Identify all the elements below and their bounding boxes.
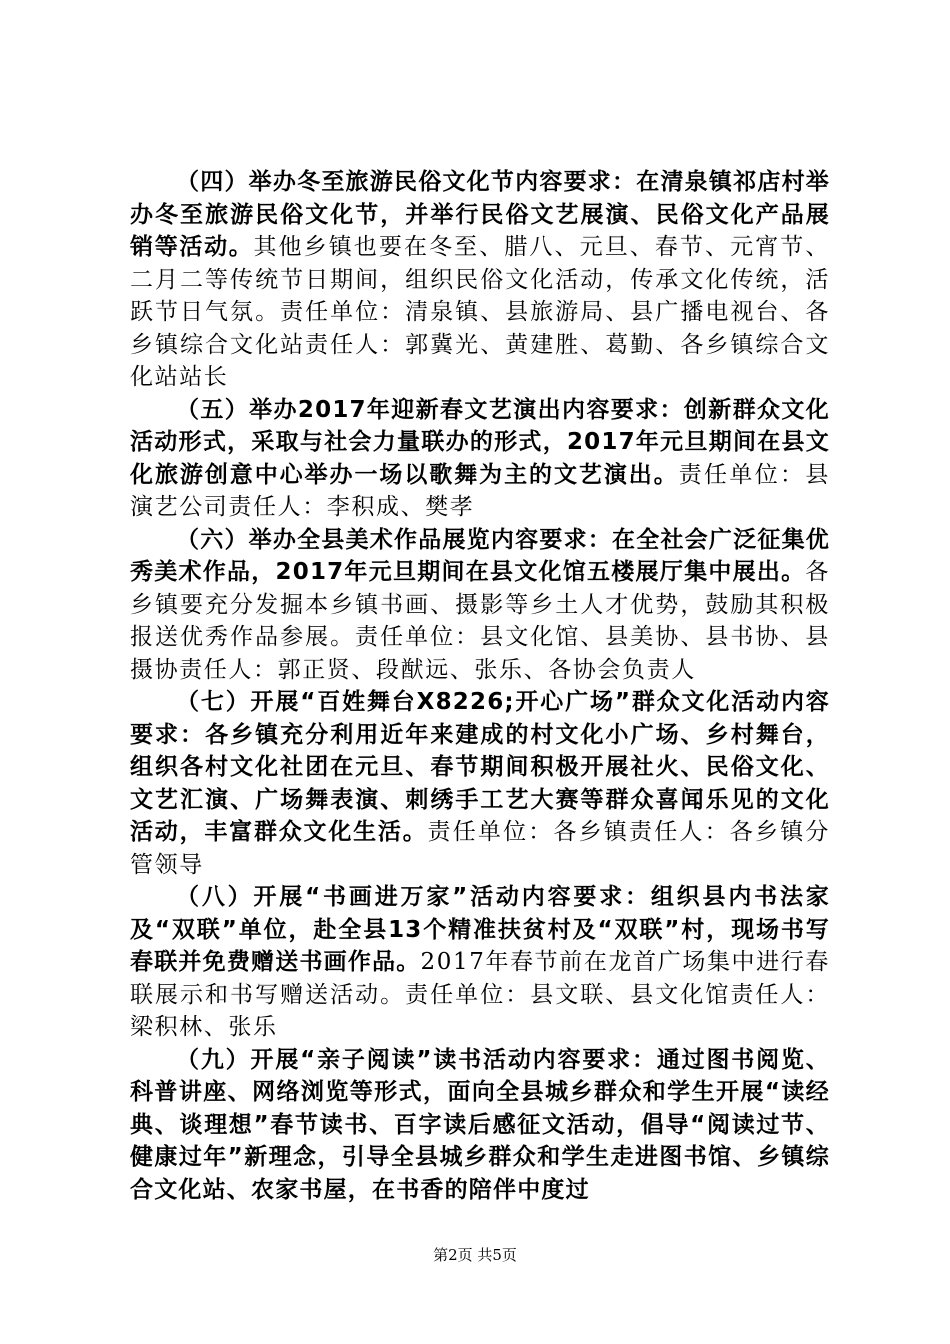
paragraph-7 [130, 686, 830, 881]
paragraph-4-body: 其他乡镇也要在冬至、腊八、元旦、春节、元宵节、二月二等传统节日期间，组织民俗文化活动，传承文化传统，活跃节日气氛。责任单位：清泉镇、县旅游局、县广播电视台、各乡镇综合文化站责任人：郭冀光、黄建胜、葛勤、各乡镇综合文化站站长 [130, 234, 830, 390]
page-number-footer: 第2页 共5页 [433, 1246, 517, 1264]
paragraph-8-heading: （八）开展“书画进万家”活动内容要求：组织县内书法家及“双联”单位，赴全县13个精准扶贫村及“双联”村，现场书写春联并免费赠送书画作品。 [130, 884, 830, 975]
paragraph-6-body: 各乡镇要充分发掘本乡镇书画、摄影等乡土人才优势，鼓励其积极报送优秀作品参展。责任单位：县文化馆、县美协、县书协、县摄协责任人：郭正贤、段猷远、张乐、各协会负责人 [130, 559, 830, 683]
paragraph-5 [130, 394, 830, 524]
paragraph-6 [130, 524, 830, 687]
paragraph-8 [130, 881, 830, 1044]
paragraph-7-body: 责任单位：各乡镇责任人：各乡镇分管领导 [130, 819, 830, 878]
paragraph-9-heading: （九）开展“亲子阅读”读书活动内容要求：通过图书阅览、科普讲座、网络浏览等形式，面向全县城乡群众和学生开展“读经典、谈理想”春节读书、百字读后感征文活动，倡导“阅读过节、健康过年”新理念，引导全县城乡群众和学生走进图书馆、乡镇综合文化站、农家书屋，在书香的陪伴中度过 [130, 1046, 830, 1203]
paragraph-8-body: 2017年春节前在龙首广场集中进行春联展示和书写赠送活动。责任单位：县文联、县文化馆责任人：梁积林、张乐 [130, 949, 830, 1040]
paragraph-6-heading: （六）举办全县美术作品展览内容要求：在全社会广泛征集优秀美术作品，2017年元旦期间在县文化馆五楼展厅集中展出。 [130, 526, 830, 585]
paragraph-5-body: 责任单位：县演艺公司责任人：李积成、樊孝 [130, 461, 830, 520]
paragraph-5-heading: （五）举办2017年迎新春文艺演出内容要求：创新群众文化活动形式，采取与社会力量联办的形式，2017年元旦期间在县文化旅游创意中心举办一场以歌舞为主的文艺演出。 [130, 396, 830, 488]
paragraph-7-heading: （七）开展“百姓舞台X8226;开心广场”群众文化活动内容要求：各乡镇充分利用近年来建成的村文化小广场、乡村舞台，组织各村文化社团在元旦、春节期间积极开展社火、民俗文化、文艺汇演、广场舞表演、刺绣手工艺大赛等群众喜闻乐见的文化活动，丰富群众文化生活。 [130, 689, 830, 845]
body-text [130, 166, 830, 1206]
paragraph-9 [130, 1044, 830, 1207]
paragraph-4-heading: （四）举办冬至旅游民俗文化节内容要求：在清泉镇祁店村举办冬至旅游民俗文化节，并举行民俗文艺展演、民俗文化产品展销等活动。 [130, 169, 830, 260]
paragraph-4 [130, 166, 830, 394]
